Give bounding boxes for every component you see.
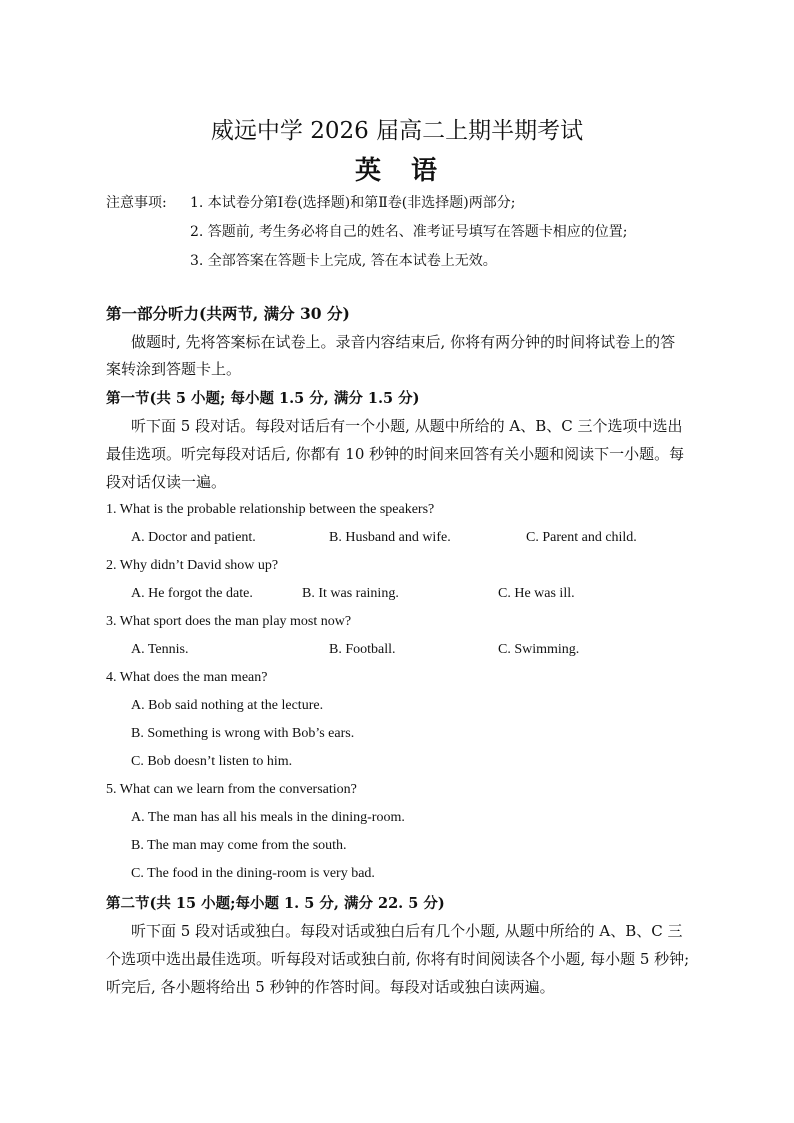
- question-2: 2. Why didn’t David show up?: [106, 558, 279, 573]
- option-2b: B. It was raining.: [302, 586, 399, 601]
- question-3: 3. What sport does the man play most now?: [106, 614, 352, 629]
- exam-title: 威远中学 2026 届高二上期半期考试: [210, 118, 584, 144]
- option-4c: C. Bob doesn’t listen to him.: [131, 754, 293, 769]
- section2-instruction: 个选项中选出最佳选项。听每段对话或独白前, 你将有时间阅读各个小题, 每小题 5 秒钟;: [106, 950, 690, 968]
- option-2a: A. He forgot the date.: [131, 586, 253, 601]
- option-1a: A. Doctor and patient.: [131, 530, 256, 545]
- note-item: 3. 全部答案在答题卡上完成, 答在本试卷上无效。: [190, 253, 497, 269]
- section1-instruction: 最佳选项。听完每段对话后, 你都有 10 秒钟的时间来回答有关小题和阅读下一小题。每: [106, 445, 685, 463]
- section2-instruction: 听下面 5 段对话或独白。每段对话或独白后有几个小题, 从题中所给的 A、B、C 三: [131, 922, 683, 940]
- note-item: 1. 本试卷分第Ⅰ卷(选择题)和第Ⅱ卷(非选择题)两部分;: [190, 195, 516, 211]
- option-3a: A. Tennis.: [131, 642, 189, 657]
- part1-heading: 第一部分听力(共两节, 满分 30 分): [106, 304, 350, 323]
- option-1c: C. Parent and child.: [526, 530, 637, 545]
- option-3c: C. Swimming.: [498, 642, 580, 657]
- option-2c: C. He was ill.: [498, 586, 575, 601]
- question-4: 4. What does the man mean?: [106, 670, 268, 685]
- option-4b: B. Something is wrong with Bob’s ears.: [131, 726, 355, 741]
- notes-label: 注意事项:: [106, 195, 167, 211]
- question-1: 1. What is the probable relationship between the speakers?: [106, 502, 435, 517]
- section1-instruction: 段对话仅读一遍。: [106, 473, 227, 491]
- part1-instruction: 做题时, 先将答案标在试卷上。录音内容结束后, 你将有两分钟的时间将试卷上的答: [131, 333, 676, 351]
- section2-instruction: 听完后, 各小题将给出 5 秒钟的作答时间。每段对话或独白读两遍。: [106, 978, 555, 996]
- section1-heading: 第一节(共 5 小题; 每小题 1.5 分, 满分 1.5 分): [106, 390, 420, 407]
- option-5c: C. The food in the dining-room is very bad.: [131, 866, 375, 881]
- section1-instruction: 听下面 5 段对话。每段对话后有一个小题, 从题中所给的 A、B、C 三个选项中选出: [131, 417, 683, 435]
- part1-instruction: 案转涂到答题卡上。: [106, 360, 242, 378]
- option-3b: B. Football.: [329, 642, 396, 657]
- note-item: 2. 答题前, 考生务必将自己的姓名、准考证号填写在答题卡相应的位置;: [190, 224, 628, 240]
- question-5: 5. What can we learn from the conversation?: [106, 782, 357, 797]
- exam-subject: 英 语: [354, 156, 439, 186]
- option-1b: B. Husband and wife.: [329, 530, 451, 545]
- option-5b: B. The man may come from the south.: [131, 838, 347, 853]
- option-4a: A. Bob said nothing at the lecture.: [131, 698, 324, 713]
- option-5a: A. The man has all his meals in the dining-room.: [131, 810, 405, 825]
- section2-heading: 第二节(共 15 小题;每小题 1. 5 分, 满分 22. 5 分): [106, 895, 445, 912]
